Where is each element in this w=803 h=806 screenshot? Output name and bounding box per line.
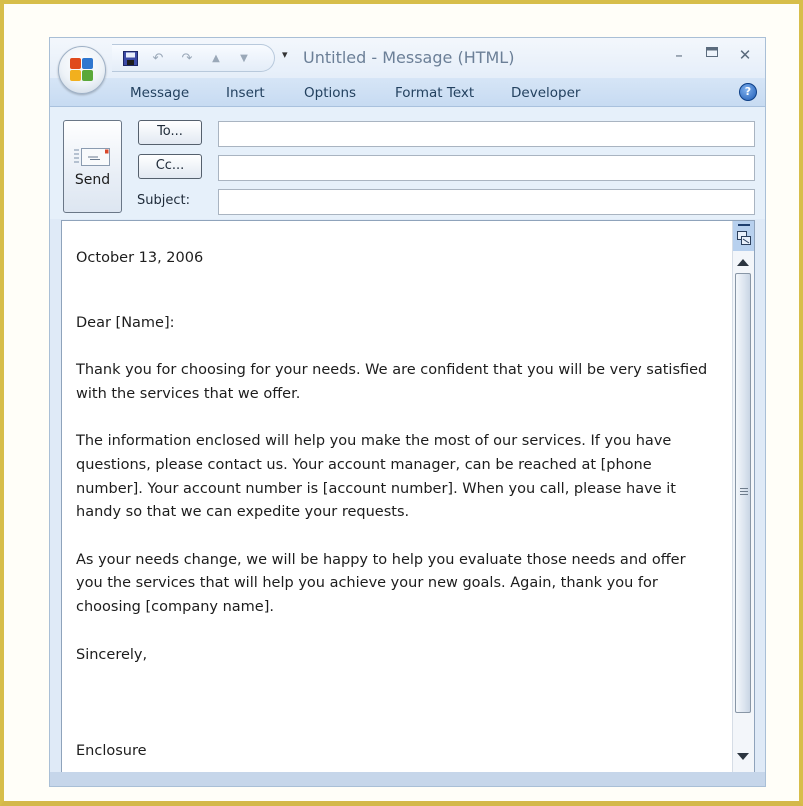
undo-icon[interactable]: ↶ xyxy=(152,50,164,66)
redo-icon[interactable]: ↷ xyxy=(181,50,193,66)
tab-options[interactable]: Options xyxy=(304,85,357,101)
ruler-icon xyxy=(737,231,751,245)
tab-developer[interactable]: Developer xyxy=(511,85,581,101)
view-ruler-button[interactable] xyxy=(733,221,754,251)
scrollbar-grip-icon xyxy=(740,488,748,496)
window-bottom-edge xyxy=(50,772,765,786)
tab-message[interactable]: Message xyxy=(130,85,190,101)
cc-button[interactable]: Cc... xyxy=(138,154,202,179)
window-title: Untitled - Message (HTML) xyxy=(303,48,515,67)
letter-paragraph-3: As your needs change, we will be happy to help you evaluate those needs and offer you the services that will help you achieve your new goals. Again, thank you for choosing [company name]. xyxy=(76,551,686,615)
send-button[interactable] xyxy=(63,120,122,213)
letter-content xyxy=(76,247,716,764)
message-body-editor[interactable] xyxy=(61,220,755,773)
to-field[interactable] xyxy=(218,121,755,147)
letter-salutation: Dear [Name]: xyxy=(76,314,175,331)
tab-format-text[interactable]: Format Text xyxy=(395,85,475,101)
letter-closing: Sincerely, xyxy=(76,646,148,663)
scroll-up-arrow-icon[interactable] xyxy=(737,259,749,266)
send-label: Send xyxy=(74,172,111,188)
subject-label: Subject: xyxy=(137,193,190,208)
outlook-message-window xyxy=(49,37,766,787)
letter-paragraph-1: Thank you for choosing for your needs. We are confident that you will be very satisfied with the services that we offer. xyxy=(76,362,708,402)
next-item-icon[interactable]: ▼ xyxy=(240,52,248,64)
vertical-scrollbar[interactable] xyxy=(732,221,754,772)
title-bar xyxy=(50,38,765,78)
help-icon[interactable]: ? xyxy=(739,83,757,101)
split-handle-icon xyxy=(738,224,750,226)
minimize-button[interactable]: – xyxy=(675,46,683,64)
letter-enclosure: Enclosure xyxy=(76,743,147,760)
scroll-down-arrow-icon[interactable] xyxy=(737,753,749,760)
subject-field[interactable] xyxy=(218,189,755,215)
maximize-button[interactable] xyxy=(702,46,722,61)
cc-field[interactable] xyxy=(218,155,755,181)
quick-access-toolbar xyxy=(112,44,275,72)
letter-paragraph-2: The information enclosed will help you make the most of our services. If you have questions, please contact us. Your account manager, can be reached at [phone number]. Your account number is [account number]. When you call, please have it handy so that we can expedite your requests. xyxy=(76,433,676,521)
tab-insert[interactable]: Insert xyxy=(226,85,265,101)
close-button[interactable]: ✕ xyxy=(738,46,752,64)
save-icon[interactable] xyxy=(122,50,138,66)
message-header xyxy=(50,107,765,219)
customize-toolbar-icon[interactable]: ▾ xyxy=(282,48,288,61)
office-logo-icon xyxy=(70,58,94,82)
to-button[interactable]: To... xyxy=(138,120,202,145)
previous-item-icon[interactable]: ▲ xyxy=(212,52,220,64)
send-envelope-icon xyxy=(74,147,112,167)
ribbon-tab-bar xyxy=(50,78,765,107)
office-button[interactable] xyxy=(58,46,106,94)
letter-date: October 13, 2006 xyxy=(76,250,204,266)
maximize-icon xyxy=(706,47,718,57)
scrollbar-thumb[interactable] xyxy=(735,273,751,713)
